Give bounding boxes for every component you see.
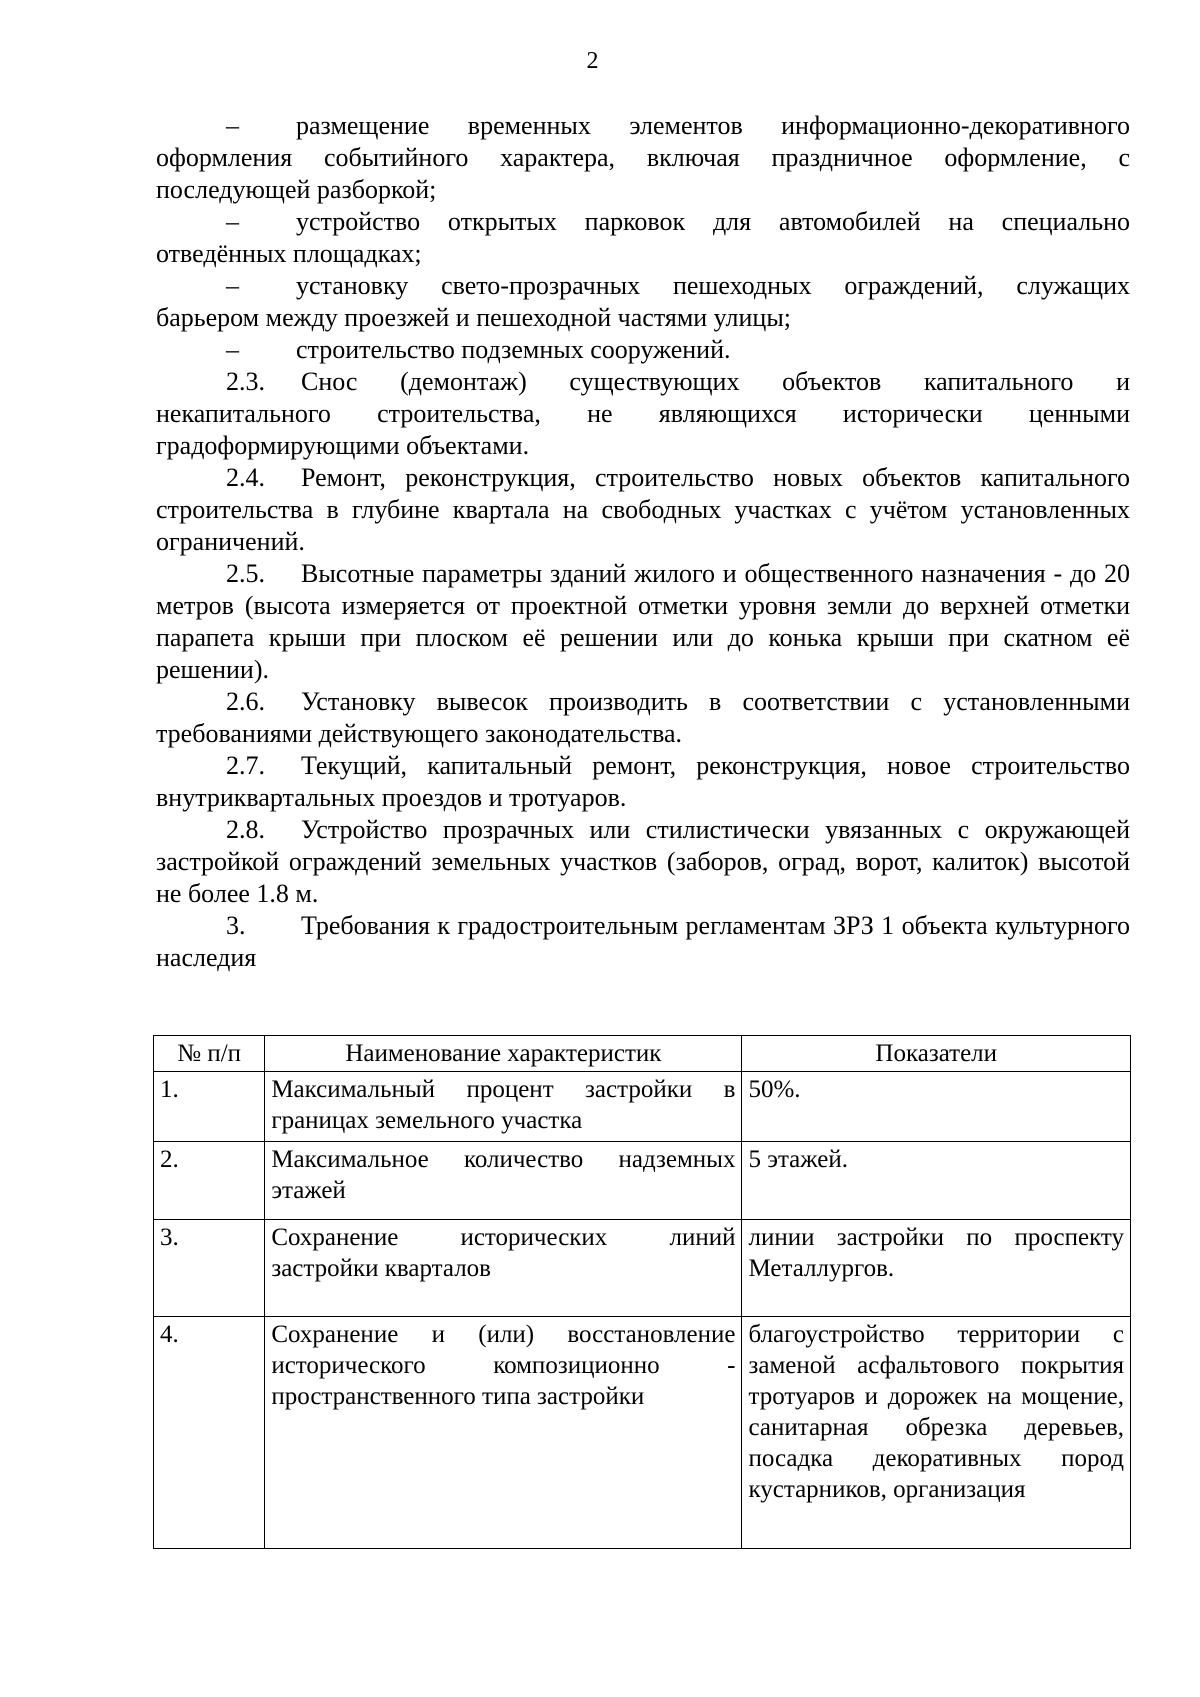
list-item-dash [156,270,1130,334]
paragraph-text: Ремонт, реконструкция, строительство новых объектов капитального строительства в глубине квартала на свободных участках с учётом установленных ограничений. [156,463,1130,556]
row-name: Сохранение исторических линий застройки кварталов [265,1220,742,1317]
column-header-number: № п/п [154,1036,265,1072]
paragraph-text: Устройство прозрачных или стилистически увязанных с окружающей застройкой ограждений земельных участков (заборов, оград, ворот, калиток) высотой не более 1.8 м. [156,815,1130,908]
table-header-row [154,1036,1131,1072]
table-row [154,1142,1131,1220]
dash-marker: – [226,335,239,364]
clause-number: 2.3. [226,367,265,396]
paragraph-text: Снос (демонтаж) существующих объектов капитального и некапитального строительства, не являющихся исторически ценными градоформирующими объектами. [156,367,1130,460]
clause-number: 2.5. [226,559,265,588]
page-number: 2 [586,48,599,74]
row-name: Максимальное количество надземных этажей [265,1142,742,1220]
row-value: благоустройство территории с заменой асфальтового покрытия тротуаров и дорожек на мощение, санитарная обрезка деревьев, посадка декоративных пород кустарников, организация [742,1317,1131,1549]
column-header-value: Показатели [742,1036,1131,1072]
row-name: Сохранение и (или) восстановление исторического композиционно - пространственного типа застройки [265,1317,742,1549]
row-number: 1. [154,1072,265,1142]
clause-2-7 [156,750,1130,814]
paragraph-text: Установку вывесок производить в соответствии с установленными требованиями действующего законодательства. [156,687,1130,748]
table-row [154,1317,1131,1549]
clause-2-8 [156,814,1130,910]
clause-2-3 [156,366,1130,462]
clause-number: 2.6. [226,687,265,716]
clause-number: 2.8. [226,815,265,844]
row-value: 5 этажей. [742,1142,1131,1220]
paragraph-text: устройство открытых парковок для автомобилей на специально отведённых площадках; [156,207,1130,268]
paragraph-text: Текущий, капитальный ремонт, реконструкция, новое строительство внутриквартальных проездов и тротуаров. [156,751,1130,812]
dash-marker: – [226,207,239,236]
row-value: линии застройки по проспекту Металлургов. [742,1220,1131,1317]
clause-3 [156,910,1130,974]
clause-number: 2.4. [226,463,265,492]
list-item-dash [156,110,1130,206]
paragraph-text: Требования к градостроительным регламентам ЗРЗ 1 объекта культурного наследия [156,911,1130,972]
table-row [154,1220,1131,1317]
paragraph-text: размещение временных элементов информационно-декоративного оформления событийного характера, включая праздничное оформление, с последующей разборкой; [156,111,1130,204]
row-number: 2. [154,1142,265,1220]
table-row [154,1072,1131,1142]
dash-marker: – [226,111,239,140]
row-number: 3. [154,1220,265,1317]
dash-marker: – [226,271,239,300]
document-body [156,110,1130,974]
row-value: 50%. [742,1072,1131,1142]
clause-2-4 [156,462,1130,558]
list-item-dash [156,334,1130,366]
row-name: Максимальный процент застройки в границах земельного участка [265,1072,742,1142]
clause-2-6 [156,686,1130,750]
list-item-dash [156,206,1130,270]
clause-2-5 [156,558,1130,686]
paragraph-text: Высотные параметры зданий жилого и общественного назначения - до 20 метров (высота измеряется от проектной отметки уровня земли до верхней отметки парапета крыши при плоском её решении или до конька крыши при скатном её решении). [156,559,1130,684]
clause-number: 2.7. [226,751,265,780]
paragraph-text: установку свето-прозрачных пешеходных ограждений, служащих барьером между проезжей и пешеходной частями улицы; [156,271,1130,332]
column-header-name: Наименование характеристик [265,1036,742,1072]
paragraph-text: строительство подземных сооружений. [296,335,731,364]
clause-number: 3. [226,911,246,940]
regulations-table [153,1035,1131,1549]
row-number: 4. [154,1317,265,1549]
